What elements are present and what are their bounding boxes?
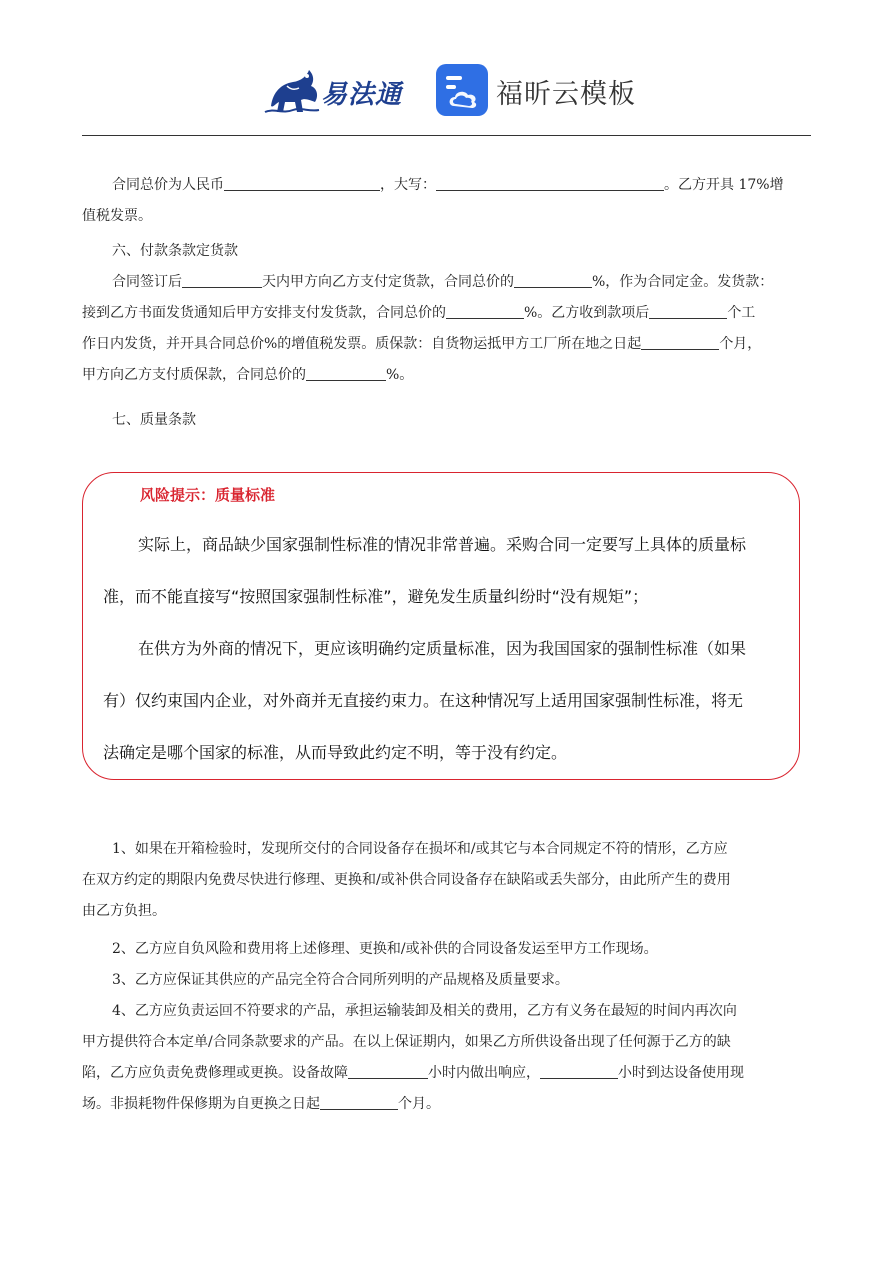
page-header [0,58,893,122]
header-divider [82,135,811,136]
invoice-text: 。乙方开具 17%增 [664,177,784,193]
payment-terms-paragraph: 合同签订后 天内甲方向乙方支付定货款，合同总价的 %，作为合同定金。发货款： 接到乙方书面发货通知后甲方安排支付发货款，合同总价的 %。乙方收到款项后 个工 作日内发货，并开具合同总价%的增值税发票。质保款：自货物运抵甲方工厂所在地之日起 个月， 甲方向乙方支付质保款，合同总价的 %。 [82,274,774,383]
total-price-label: 合同总价为人民币 [112,177,224,193]
capital-amount-blank [436,175,664,191]
risk-notice-title: 风险提示：质量标准 [140,486,276,504]
clause-2: 2、乙方应自负风险和费用将上述修理、更换和/或补供的合同设备发运至甲方工作现场。 [112,941,658,957]
arrival-hours-blank [540,1063,618,1079]
rmb-amount-blank [224,175,380,191]
capital-amount-label: ，大写： [380,177,436,193]
warranty-percent-blank [306,365,386,381]
yifatong-logo [263,62,413,118]
warranty-months-blank [641,334,719,350]
replacement-warranty-months-blank [320,1094,398,1110]
clause-3: 3、乙方应保证其供应的产品完全符合合同所列明的产品规格及质量要求。 [112,972,569,988]
foxit-template-logo-text: 福昕云模板 [496,79,636,110]
total-price-paragraph [82,170,811,232]
risk-notice-box [82,472,800,780]
foxit-cloud-icon [436,64,488,116]
deposit-percent-blank [514,272,592,288]
delivery-percent-blank [446,303,524,319]
response-hours-blank [348,1063,428,1079]
qilin-icon [263,62,321,118]
ship-days-blank [649,303,727,319]
risk-notice-body: 实际上，商品缺少国家强制性标准的情况非常普遍。采购合同一定要写上具体的质量标 准，而不能直接写“按照国家强制性标准”，避免发生质量纠纷时“没有规矩”； 在供方为外商的情况下，更应该明确约定质量标准，因为我国国家的强制性标准（如果 有）仅约束国内企业，对外商并无直接约束力。在这种情况写上适用国家强制性标准，将无 法确定是哪个国家的标准，从而导致此约定不明，等于没有约定。 [103,535,747,762]
section-six-heading: 六、付款条款定货款 [112,243,238,259]
section-seven-heading: 七、质量条款 [112,412,196,428]
invoice-text-cont: 值税发票。 [82,208,152,224]
clause-4: 4、乙方应负责运回不符要求的产品，承担运输装卸及相关的费用，乙方有义务在最短的时间内再次向 甲方提供符合本定单/合同条款要求的产品。在以上保证期内，如果乙方所供设备出现了任何源于乙方的缺 陷，乙方应负责免费修理或更换。设备故障 小时内做出响应， 小时到达设备使用现 场。非损耗物件保修期为自更换之日起 个月。 [82,1003,744,1112]
deposit-days-blank [182,272,262,288]
clause-1: 1、如果在开箱检验时，发现所交付的合同设备存在损坏和/或其它与本合同规定不符的情形，乙方应 在双方约定的期限内免费尽快进行修理、更换和/或补供合同设备存在缺陷或丢失部分，由此所产生的费用 由乙方负担。 [82,841,731,919]
yifatong-logo-text: 易法通 [321,80,403,110]
